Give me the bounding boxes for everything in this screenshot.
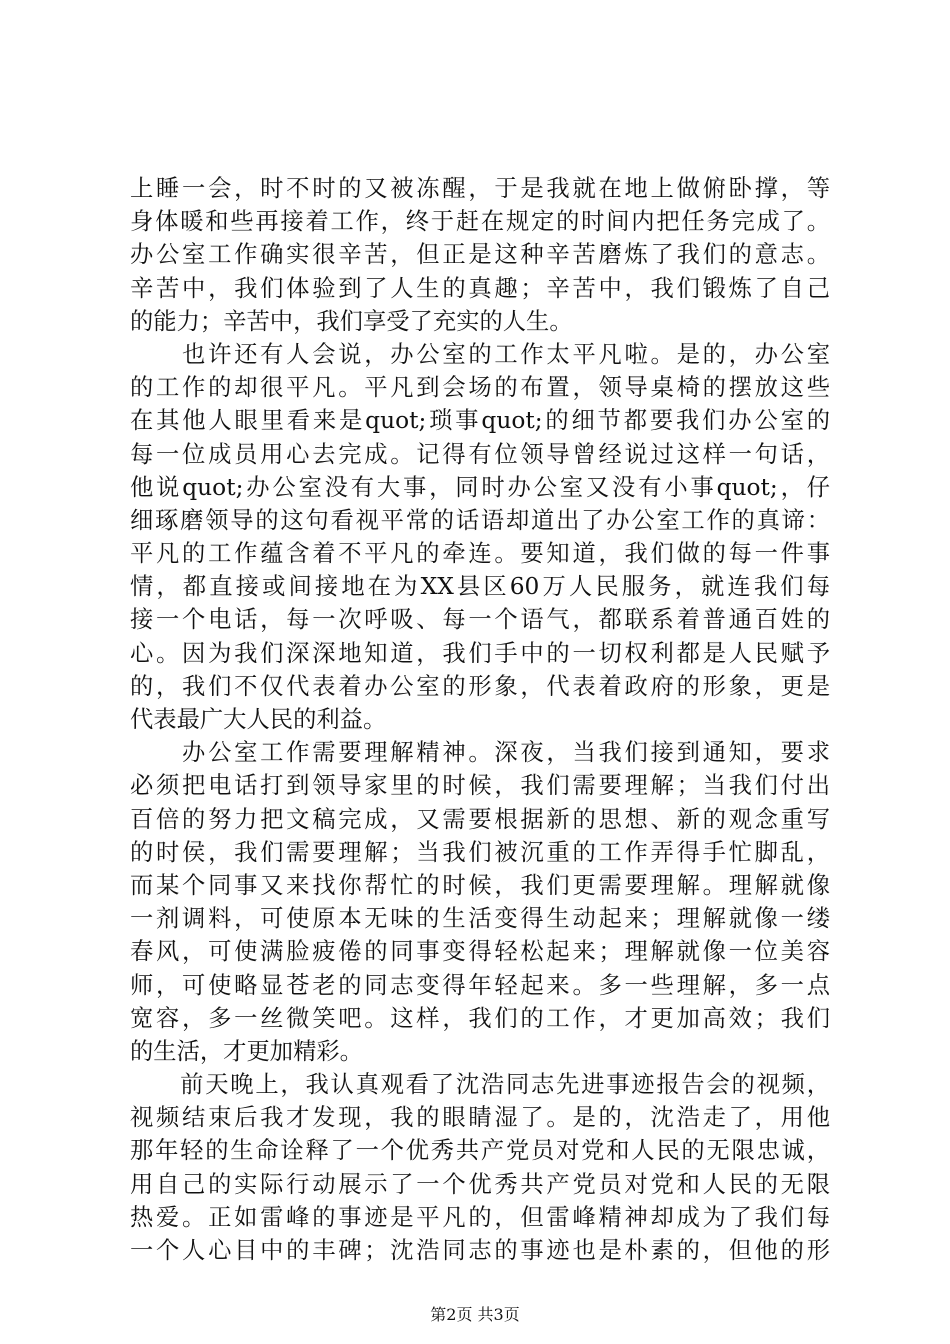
text-line: 师，可使略显苍老的同志变得年轻起来。多一些理解，多一点 [130, 971, 830, 999]
text-line: 辛苦中，我们体验到了人生的真趣；辛苦中，我们锻炼了自己 [130, 274, 830, 302]
body-text [130, 172, 830, 1267]
text-line: 代表最广大人民的利益。 [130, 706, 387, 733]
text-line: 办公室工作确实很辛苦，但正是这种辛苦磨炼了我们的意志。 [130, 241, 830, 269]
text-line: 用自己的实际行动展示了一个优秀共产党员对党和人民的无限 [130, 1170, 830, 1198]
text-line: 接一个电话，每一次呼吸、每一个语气，都联系着普通百姓的 [130, 606, 830, 634]
text-line: 前天晚上，我认真观看了沈浩同志先进事迹报告会的视频， [130, 1071, 830, 1099]
text-line: 平凡的工作蕴含着不平凡的牵连。要知道，我们做的每一件事 [130, 540, 830, 568]
text-line: 视频结束后我才发现，我的眼睛湿了。是的，沈浩走了，用他 [130, 1104, 830, 1132]
text-line: 而某个同事又来找你帮忙的时候，我们更需要理解。理解就像 [130, 871, 830, 899]
text-line: 的工作的却很平凡。平凡到会场的布置，领导桌椅的摆放这些 [130, 374, 830, 402]
text-line: 春风，可使满脸疲倦的同事变得轻松起来；理解就像一位美容 [130, 938, 830, 966]
text-line: 上睡一会，时不时的又被冻醒，于是我就在地上做俯卧撑，等 [130, 175, 830, 202]
text-line: 的，我们不仅代表着办公室的形象，代表着政府的形象，更是 [130, 672, 830, 700]
text-line: 的能力；辛苦中，我们享受了充实的人生。 [130, 307, 573, 335]
text-line: 在其他人眼里看来是quot;琐事quot;的细节都要我们办公室的 [130, 407, 830, 435]
text-line: 必须把电话打到领导家里的时候，我们需要理解；当我们付出 [130, 772, 830, 800]
text-line: 情，都直接或间接地在为XX县区60万人民服务，就连我们每 [130, 573, 830, 601]
text-line: 每一位成员用心去完成。记得有位领导曾经说过这样一句话， [130, 440, 830, 468]
page-footer: 第2页 共3页 [430, 1305, 520, 1324]
text-line: 一剂调料，可使原本无味的生活变得生动起来；理解就像一缕 [130, 905, 830, 933]
text-line: 心。因为我们深深地知道，我们手中的一切权利都是人民赋予 [130, 639, 830, 667]
text-line: 也许还有人会说，办公室的工作太平凡啦。是的，办公室 [130, 340, 830, 368]
text-line: 办公室工作需要理解精神。深夜，当我们接到通知，要求 [130, 739, 830, 767]
text-line: 那年轻的生命诠释了一个优秀共产党员对党和人民的无限忠诚， [130, 1137, 830, 1165]
text-line: 细琢磨领导的这句看视平常的话语却道出了办公室工作的真谛： [130, 506, 830, 534]
text-line: 百倍的努力把文稿完成，又需要根据新的思想、新的观念重写 [130, 805, 830, 833]
text-line: 的时侯，我们需要理解；当我们被沉重的工作弄得手忙脚乱， [130, 838, 830, 866]
text-line: 身体暖和些再接着工作，终于赶在规定的时间内把任务完成了。 [130, 208, 830, 236]
text-line: 的生活，才更加精彩。 [130, 1037, 363, 1065]
text-line: 一个人心目中的丰碑；沈浩同志的事迹也是朴素的，但他的形 [130, 1237, 830, 1264]
text-line: 宽容，多一丝微笑吧。这样，我们的工作，才更加高效；我们 [130, 1004, 830, 1032]
text-line: 他说quot;办公室没有大事，同时办公室又没有小事quot;，仔 [130, 473, 830, 501]
text-line: 热爱。正如雷峰的事迹是平凡的，但雷峰精神却成为了我们每 [130, 1203, 830, 1231]
